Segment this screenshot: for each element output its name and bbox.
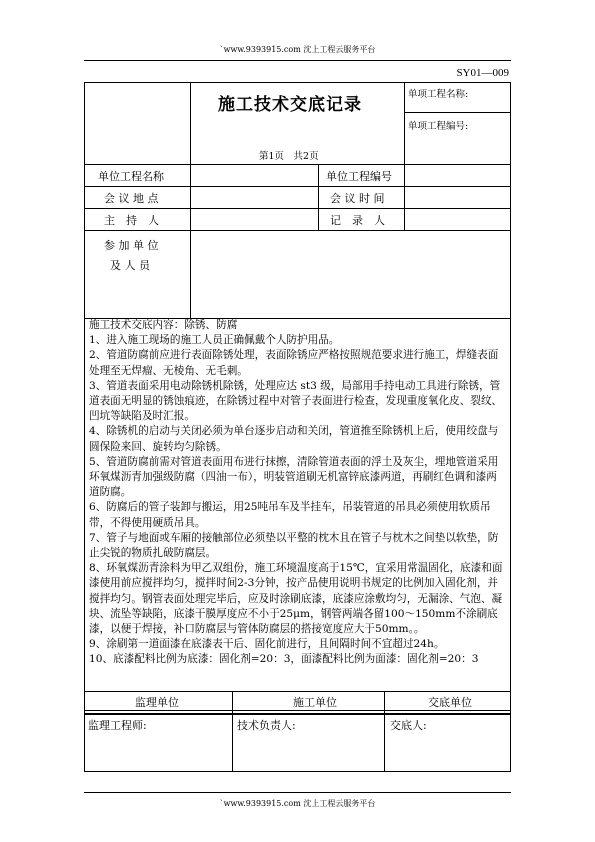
page-info: 第1页 共2页	[259, 151, 319, 162]
unit-name-label: 单位工程名称	[98, 170, 164, 183]
content-item: 2、管道防腐前应进行表面除锈处理，表面除锈应严格按照规范要求进行施工，焊缝表面处理至无焊瘤、无棱角、无毛刺。	[89, 349, 499, 377]
footer-site-text: `www.9393915.com 沈上工程云服务平台	[219, 799, 376, 808]
content-item: 5、管道防腐前需对管道表面用布进行抹擦，清除管道表面的浮土及灰尘，埋地管道采用环氧煤沥青加强级防腐（四油一布），明装管道刷无机富锌底漆两道，再刷红色调和漆两道防腐。	[89, 455, 499, 499]
row-line	[84, 186, 511, 187]
tech-lead-label: 技术负责人:	[237, 719, 296, 732]
signature-divider-1	[232, 691, 233, 714]
host-label: 主 持 人	[104, 214, 159, 227]
right-column-divider	[404, 164, 405, 230]
construction-unit-label: 施工单位	[293, 696, 337, 709]
row-line	[84, 230, 511, 231]
place-label: 会 议 地 点	[104, 192, 159, 205]
unit-no-label: 单位工程编号	[326, 170, 392, 183]
mid-column-divider	[318, 164, 319, 230]
content-item: 1、进入施工现场的施工人员正确佩戴个人防护用品。	[89, 334, 340, 347]
header-site-text: `www.9393915.com 沈上工程云服务平台	[219, 45, 376, 54]
time-label: 会 议 时 间	[330, 192, 385, 205]
signature-divider-4	[384, 714, 385, 772]
signature-divider-2	[384, 691, 385, 714]
title-left-divider	[190, 82, 191, 164]
handover-person-label: 交底人:	[390, 719, 427, 732]
signature-mid-line	[84, 710, 511, 711]
recorder-label: 记 录 人	[330, 214, 385, 227]
footer-rule	[84, 792, 511, 793]
content-item: 3、管道表面采用电动除锈机除锈，处理应达 st3 级，局部用手持电动工具进行除锈，管道表面无明显的锈蚀痕迹，在除锈过程中对管子表面进行检查，发现重度氧化皮、裂纹、凹坑等缺陷及时汇报。	[89, 379, 503, 423]
header-rule	[84, 60, 511, 61]
item-info-divider	[404, 112, 511, 113]
participants-label-1: 参 加 单 位	[104, 239, 159, 252]
item-no-label: 单项工程编号:	[408, 121, 469, 132]
content-heading: 施工技术交底内容：除锈、防腐	[89, 319, 238, 331]
signature-divider-3	[232, 714, 233, 772]
supervisor-label: 监理工程师:	[88, 719, 147, 732]
handover-unit-label: 交底单位	[428, 696, 472, 709]
content-item: 4、除锈机的启动与关闭必须为单台逐步启动和关闭，管道推至除锈机上后，使用绞盘与圆保险来回、旋转均匀除锈。	[89, 425, 499, 453]
participants-label-2: 及 人 员	[110, 259, 150, 272]
form-code: SY01—009	[456, 67, 509, 79]
supervision-unit-label: 监理单位	[135, 696, 179, 709]
item-name-label: 单项工程名称:	[408, 89, 469, 100]
disclosure-content	[89, 318, 506, 668]
form-title: 施工技术交底记录	[218, 95, 362, 115]
content-item: 6、防腐后的管子装卸与搬运，用25吨吊车及半挂车，吊装管道的吊具必须使用软质吊带，不得使用硬质吊具。	[89, 501, 491, 529]
content-item: 8、环氧煤沥青涂料为甲乙双组份，施工环境温度高于15℃，宜采用常温固化，底漆和面漆使用前应搅拌均匀，搅拌时间2-3分钟，按产品使用说明书规定的比例加入固化剂，并搅拌均匀。钢管表面处理完毕后，应及时涂刷底漆，底漆应涂敷均匀，无漏涂、气泡、凝块、流坠等缺陷，底漆干膜厚度应不小于25μm，钢管两端各留100～150mm不涂刷底漆，以便于焊接，补口防腐层与管体防腐层的搭接宽度应大于50mm。。	[89, 562, 503, 636]
title-right-divider	[404, 82, 405, 164]
row-line	[84, 208, 511, 209]
row-line	[84, 164, 511, 165]
content-item: 10、底漆配料比例为底漆：固化剂=20：3，面漆配料比例为面漆：固化剂=20：3	[89, 653, 479, 666]
label-column-divider	[190, 164, 191, 318]
content-item: 9、涂刷第一道面漆在底漆表干后、固化前进行，且间隔时间不宜超过24h。	[89, 638, 445, 651]
signature-box	[84, 714, 511, 772]
signature-top-line	[84, 691, 511, 692]
content-item: 7、管子与地面或车厢的接触部位必须垫以平整的枕木且在管子与枕木之间垫以软垫，防止尖锐的物质扎破防腐层。	[89, 531, 499, 560]
